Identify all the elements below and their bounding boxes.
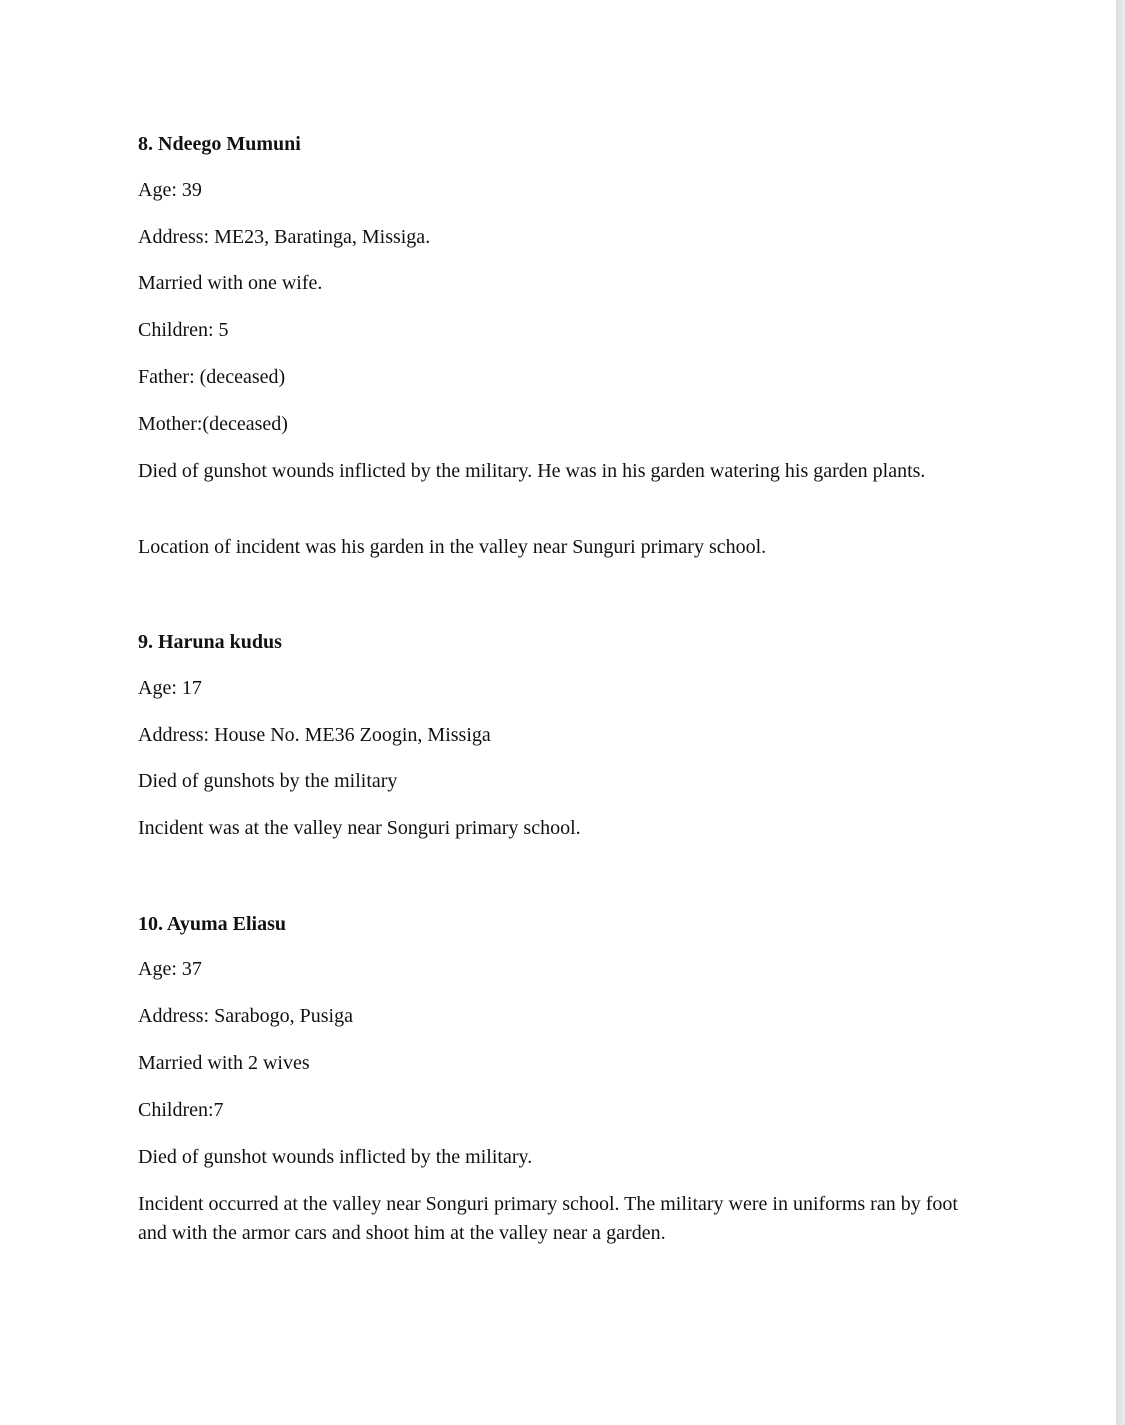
father-line: Father: (deceased): [138, 366, 286, 388]
mother-line: Mother:(deceased): [138, 413, 288, 435]
entry-heading: 10. Ayuma Eliasu: [138, 913, 286, 935]
page-edge: [1116, 0, 1125, 1425]
entry-heading: 8. Ndeego Mumuni: [138, 133, 301, 155]
marital-line: Married with one wife.: [138, 272, 323, 294]
cause-of-death: Died of gunshot wounds inflicted by the military. He was in his garden watering his garden plants.: [138, 460, 926, 482]
incident-location: Incident was at the valley near Songuri primary school.: [138, 817, 581, 839]
address-line: Address: House No. ME36 Zoogin, Missiga: [138, 724, 491, 746]
incident-location: Incident occurred at the valley near Songuri primary school. The military were in uniforms ran by foot and with the armor cars and shoot him at the valley near a garden.: [138, 1193, 958, 1244]
age-line: Age: 39: [138, 179, 202, 201]
cause-of-death: Died of gunshot wounds inflicted by the military.: [138, 1146, 533, 1168]
marital-line: Married with 2 wives: [138, 1052, 310, 1074]
children-line: Children: 5: [138, 319, 229, 341]
address-line: Address: Sarabogo, Pusiga: [138, 1005, 353, 1027]
cause-of-death: Died of gunshots by the military: [138, 770, 398, 792]
age-line: Age: 37: [138, 958, 202, 980]
incident-location: Location of incident was his garden in the valley near Sunguri primary school.: [138, 536, 767, 558]
entry-heading: 9. Haruna kudus: [138, 631, 282, 653]
age-line: Age: 17: [138, 677, 202, 699]
address-line: Address: ME23, Baratinga, Missiga.: [138, 226, 431, 248]
children-line: Children:7: [138, 1099, 224, 1121]
